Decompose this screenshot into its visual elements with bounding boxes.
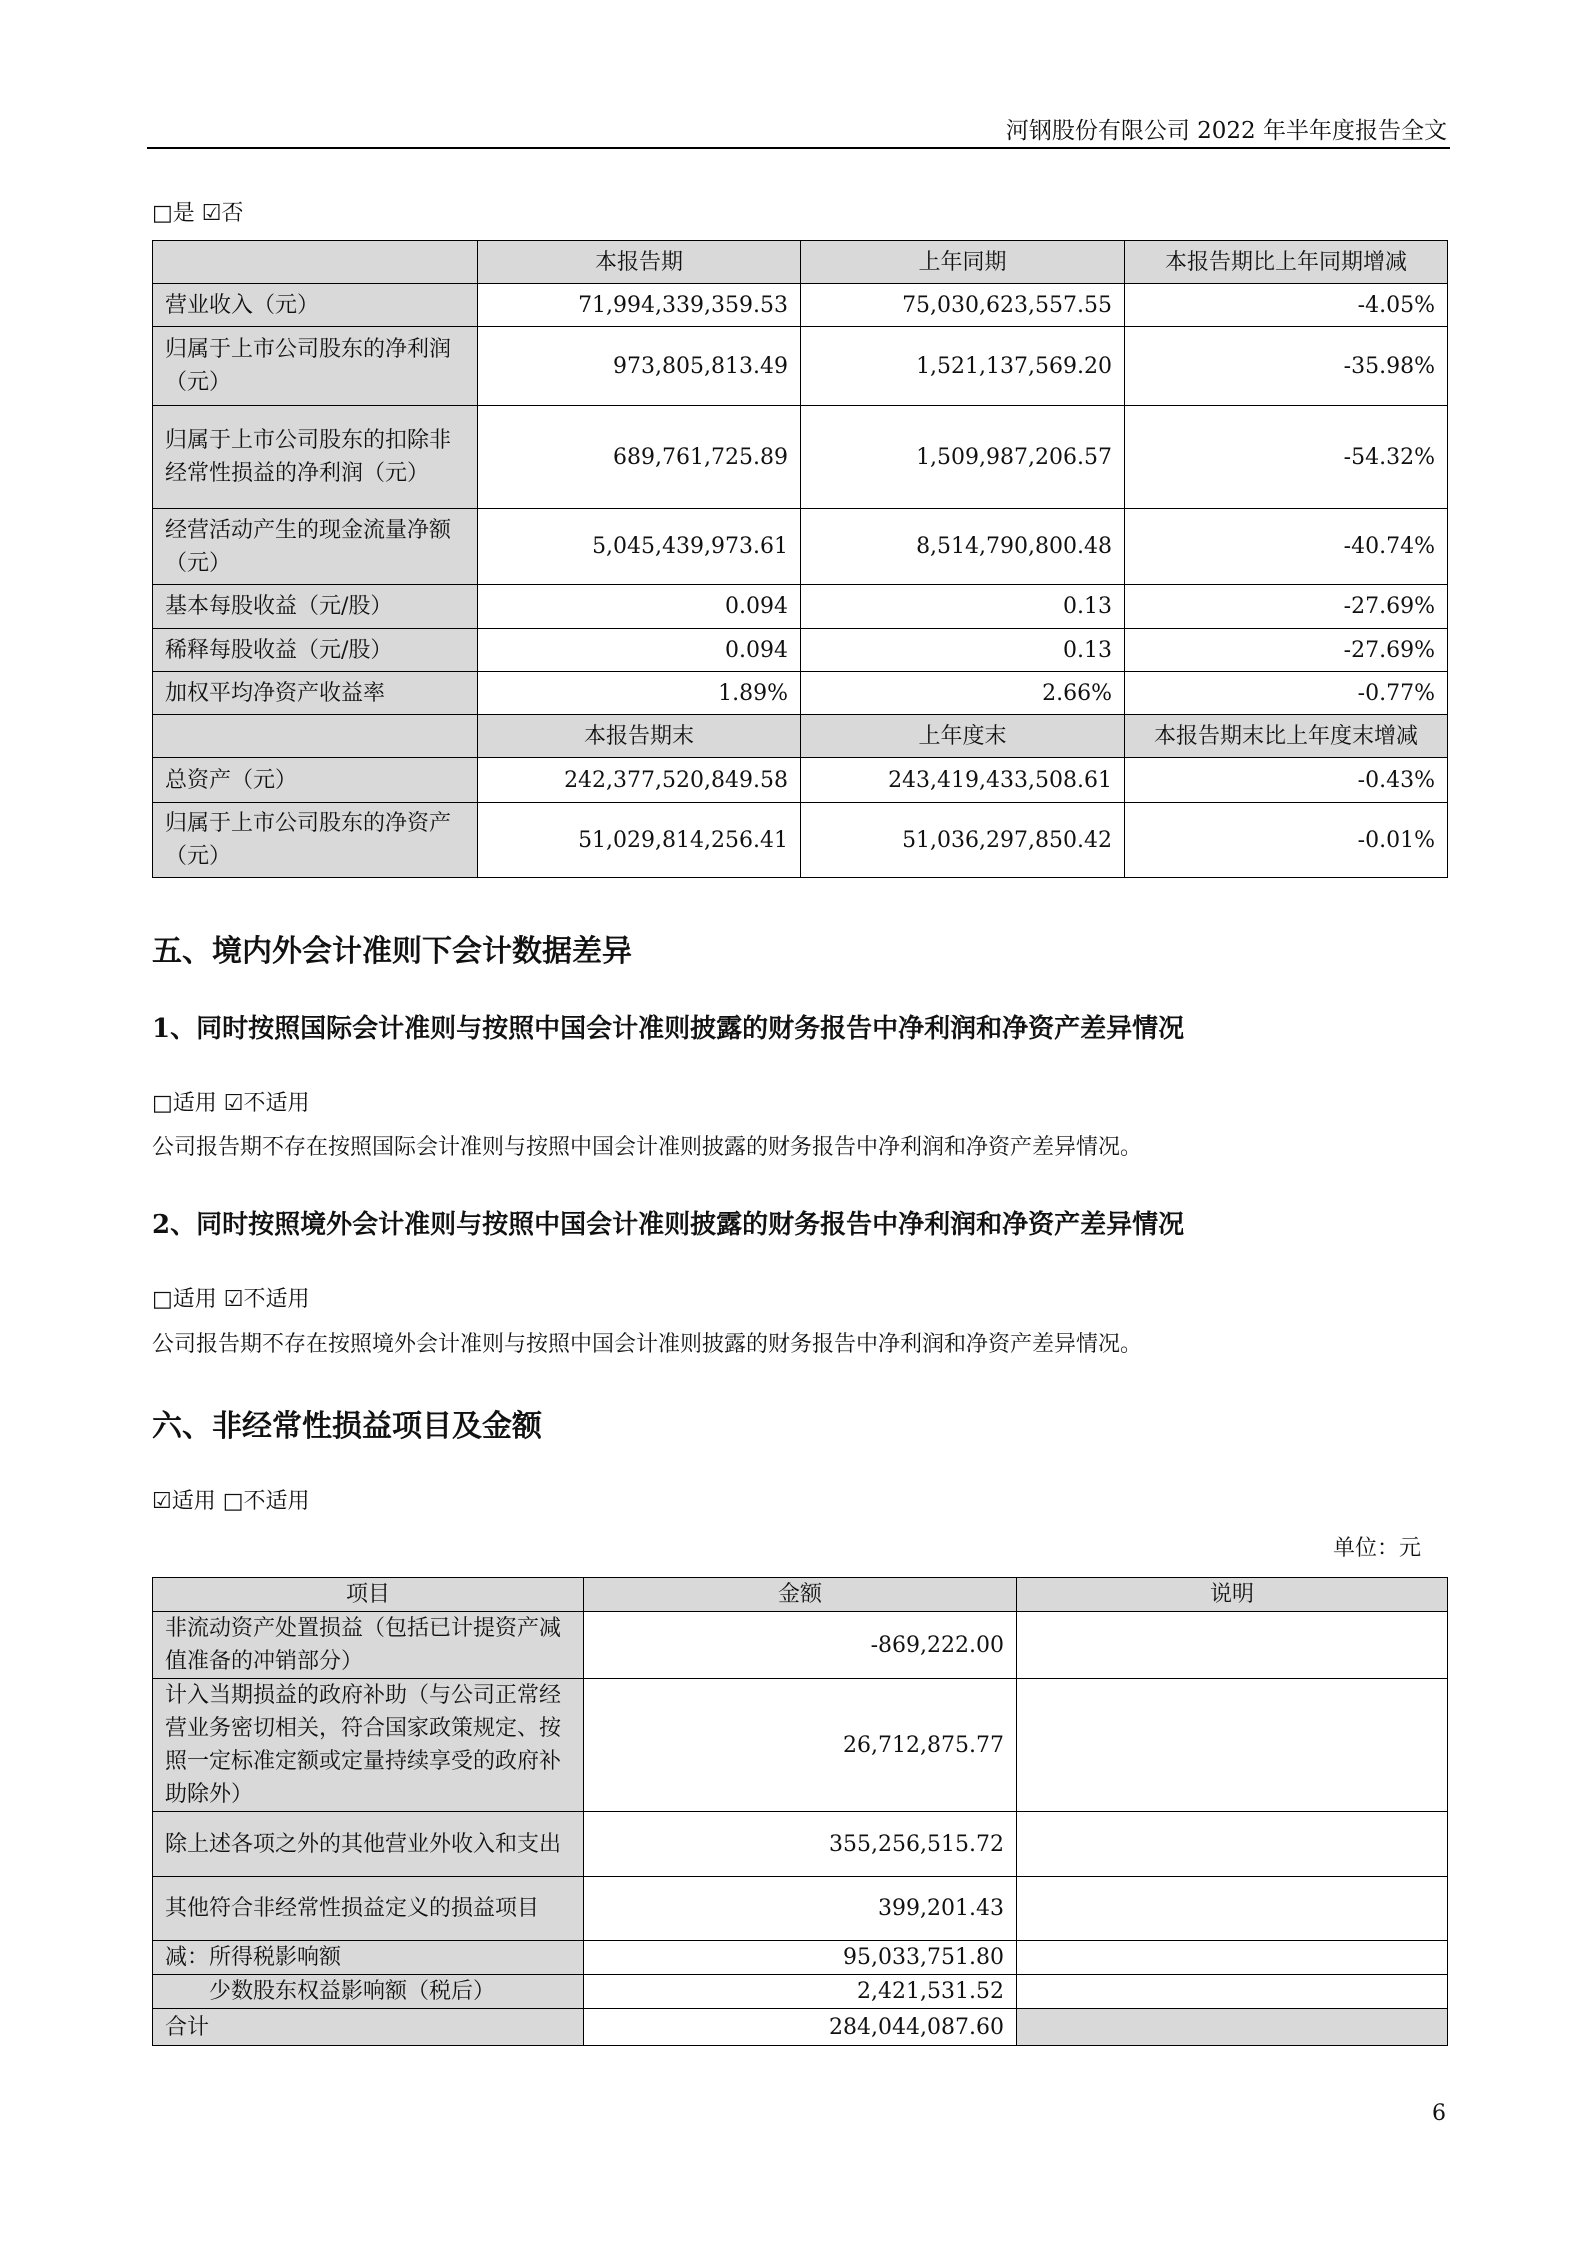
value-cell: 689,761,725.89 [478,406,801,509]
section-6-title: 六、非经常性损益项目及金额 [152,1409,542,1444]
value-cell: 2.66% [801,672,1125,715]
value-cell: -0.01% [1125,803,1448,878]
row-label: 稀释每股收益（元/股） [153,629,478,672]
row-label: 加权平均净资产收益率 [153,672,478,715]
value-cell: 0.13 [801,629,1125,672]
value-cell: -4.05% [1125,284,1448,327]
section-6-check: ☑适用 □不适用 [152,1489,310,1514]
amount-cell: 355,256,515.72 [584,1812,1017,1877]
column-header: 上年度末 [801,715,1125,758]
section-5-title: 五、境内外会计准则下会计数据差异 [152,934,632,969]
table-row [153,585,1448,629]
note-cell [1017,1612,1448,1679]
amount-cell: 26,712,875.77 [584,1679,1017,1812]
value-cell: -0.43% [1125,758,1448,803]
row-label: 总资产（元） [153,758,478,803]
row-label: 经营活动产生的现金流量净额（元） [153,509,478,585]
value-cell: 973,805,813.49 [478,327,801,406]
value-cell: -54.32% [1125,406,1448,509]
non-recurring-items-table [152,1577,1448,2046]
value-cell: 0.13 [801,585,1125,629]
column-header: 项目 [153,1578,584,1612]
row-label: 计入当期损益的政府补助（与公司正常经营业务密切相关，符合国家政策规定、按照一定标准定额或定量持续享受的政府补助除外） [153,1679,584,1812]
value-cell: -35.98% [1125,327,1448,406]
table-row [153,327,1448,406]
row-label: 合计 [153,2009,584,2046]
section-5-1-check: □适用 ☑不适用 [152,1091,310,1116]
report-header-title: 河钢股份有限公司 2022 年半年度报告全文 [1005,118,1447,144]
amount-cell: 284,044,087.60 [584,2009,1017,2046]
column-header: 本报告期末 [478,715,801,758]
row-label: 其他符合非经常性损益定义的损益项目 [153,1877,584,1941]
section-5-1-title: 1、同时按照国际会计准则与按照中国会计准则披露的财务报告中净利润和净资产差异情况 [152,1014,1185,1044]
table-header-row [153,715,1448,758]
row-label: 归属于上市公司股东的扣除非经常性损益的净利润（元） [153,406,478,509]
row-label: 非流动资产处置损益（包括已计提资产减值准备的冲销部分） [153,1612,584,1679]
note-cell [1017,1975,1448,2009]
value-cell: 8,514,790,800.48 [801,509,1125,585]
table-row [153,672,1448,715]
note-cell [1017,2009,1448,2046]
table-row [153,1975,1448,2009]
value-cell: -40.74% [1125,509,1448,585]
amount-cell: 399,201.43 [584,1877,1017,1941]
column-header: 金额 [584,1578,1017,1612]
column-header: 本报告期 [478,241,801,284]
restate-checkbox-line: □是 ☑否 [152,201,244,226]
unit-label: 单位：元 [1332,1536,1421,1561]
amount-cell: 2,421,531.52 [584,1975,1017,2009]
table-row [153,406,1448,509]
table-row [153,803,1448,878]
table-row [153,629,1448,672]
column-header: 本报告期比上年同期增减 [1125,241,1448,284]
section-5-2-text: 公司报告期不存在按照境外会计准则与按照中国会计准则披露的财务报告中净利润和净资产差异情况。 [152,1332,1143,1357]
row-label: 减：所得税影响额 [153,1941,584,1975]
row-label: 除上述各项之外的其他营业外收入和支出 [153,1812,584,1877]
column-header: 上年同期 [801,241,1125,284]
value-cell: 243,419,433,508.61 [801,758,1125,803]
row-label: 基本每股收益（元/股） [153,585,478,629]
note-cell [1017,1941,1448,1975]
column-header [153,241,478,284]
table-row [153,1812,1448,1877]
column-header [153,715,478,758]
table-header-row [153,1578,1448,1612]
value-cell: 0.094 [478,629,801,672]
amount-cell: 95,033,751.80 [584,1941,1017,1975]
key-financial-table [152,240,1448,878]
table-row [153,284,1448,327]
page-number: 6 [1432,2101,1446,2126]
table-row [153,509,1448,585]
note-cell [1017,1877,1448,1941]
value-cell: 71,994,339,359.53 [478,284,801,327]
value-cell: -27.69% [1125,585,1448,629]
amount-cell: -869,222.00 [584,1612,1017,1679]
table-row [153,2009,1448,2046]
table-row [153,1877,1448,1941]
row-label: 归属于上市公司股东的净利润（元） [153,327,478,406]
value-cell: -27.69% [1125,629,1448,672]
column-header: 说明 [1017,1578,1448,1612]
column-header: 本报告期末比上年度末增减 [1125,715,1448,758]
table-row [153,758,1448,803]
row-label: 少数股东权益影响额（税后） [153,1975,584,2009]
section-5-2-title: 2、同时按照境外会计准则与按照中国会计准则披露的财务报告中净利润和净资产差异情况 [152,1210,1185,1240]
table-row [153,1941,1448,1975]
value-cell: 51,029,814,256.41 [478,803,801,878]
section-5-1-text: 公司报告期不存在按照国际会计准则与按照中国会计准则披露的财务报告中净利润和净资产差异情况。 [152,1135,1143,1160]
table-row [153,1612,1448,1679]
value-cell: 242,377,520,849.58 [478,758,801,803]
value-cell: 0.094 [478,585,801,629]
table-header-row [153,241,1448,284]
header-divider [147,147,1450,149]
note-cell [1017,1679,1448,1812]
value-cell: 75,030,623,557.55 [801,284,1125,327]
value-cell: 1,521,137,569.20 [801,327,1125,406]
table-row [153,1679,1448,1812]
section-5-2-check: □适用 ☑不适用 [152,1287,310,1312]
value-cell: 51,036,297,850.42 [801,803,1125,878]
value-cell: 5,045,439,973.61 [478,509,801,585]
note-cell [1017,1812,1448,1877]
value-cell: -0.77% [1125,672,1448,715]
row-label: 归属于上市公司股东的净资产（元） [153,803,478,878]
row-label: 营业收入（元） [153,284,478,327]
value-cell: 1.89% [478,672,801,715]
value-cell: 1,509,987,206.57 [801,406,1125,509]
